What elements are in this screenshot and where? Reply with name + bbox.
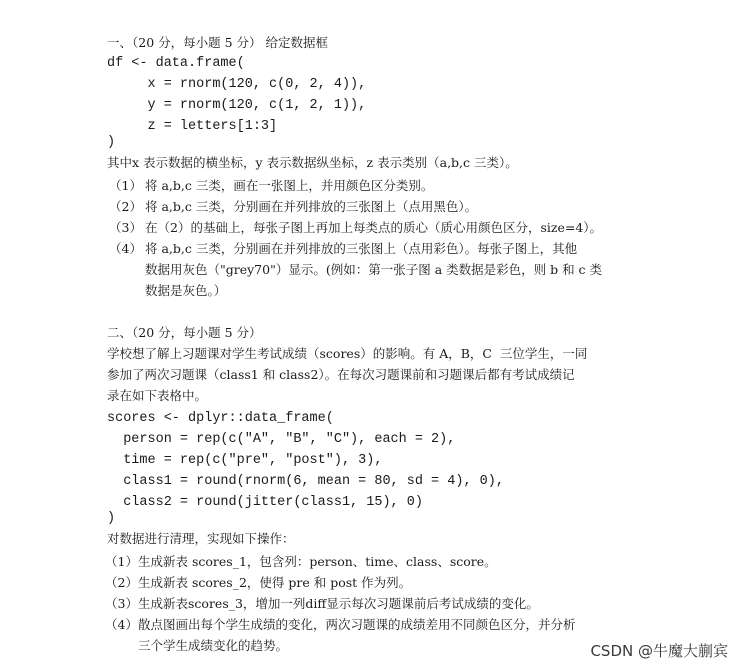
code-line: scores <- dplyr::data_frame( bbox=[107, 411, 334, 426]
question-number: （3） bbox=[105, 596, 138, 611]
question-number: （1） bbox=[105, 554, 138, 569]
question-text-continuation: 三个学生成绩变化的趋势。 bbox=[138, 638, 289, 653]
question-number: （4） bbox=[109, 241, 142, 256]
code-line: df <- data.frame( bbox=[107, 56, 245, 71]
question-text: 散点图画出每个学生成绩的变化，两次习题课的成绩差用不同颜色区分，并分析 bbox=[138, 617, 576, 632]
code-line: ) bbox=[107, 135, 116, 150]
code-line: x = rnorm(120, c(0, 2, 4)), bbox=[107, 77, 367, 92]
section2-intro: 参加了两次习题课（class1 和 class2）。在每次习题课前和习题课后都有考试成绩记 bbox=[107, 367, 575, 382]
question-text: 将 a,b,c 三类，分别画在并列排放的三张图上（点用黑色）。 bbox=[145, 199, 478, 214]
question-text: 生成新表 scores_1，包含列：person、time、class、score。 bbox=[138, 554, 497, 569]
question-text: 生成新表scores_3，增加一列diff显示每次习题课前后考试成绩的变化。 bbox=[138, 596, 539, 611]
code-line: person = rep(c("A", "B", "C"), each = 2), bbox=[107, 432, 456, 447]
section2-heading: 二、（20 分，每小题 5 分） bbox=[107, 325, 262, 340]
question-text: 将 a,b,c 三类，画在一张图上，并用颜色区分类别。 bbox=[145, 178, 434, 193]
section1-heading: 一、（20 分，每小题 5 分） 给定数据框 bbox=[107, 35, 329, 50]
question-text-continuation: 数据用灰色（"grey70"）显示。(例如：第一张子图 a 类数据是彩色，则 b 和 c 类 bbox=[145, 262, 603, 277]
question-number: （4） bbox=[105, 617, 138, 632]
code-line: class2 = round(jitter(class1, 15), 0) bbox=[107, 495, 423, 510]
code-line: class1 = round(rnorm(6, mean = 80, sd = 4), 0), bbox=[107, 474, 504, 489]
section2-intro: 录在如下表格中。 bbox=[107, 388, 208, 403]
question-text: 生成新表 scores_2，使得 pre 和 post 作为列。 bbox=[138, 575, 412, 590]
question-number: （2） bbox=[109, 199, 142, 214]
section2-ops-intro: 对数据进行清理，实现如下操作： bbox=[107, 531, 295, 546]
question-number: （1） bbox=[109, 178, 142, 193]
section1-intro: 其中x 表示数据的横坐标，y 表示数据纵坐标，z 表示类别（a,b,c 三类）。 bbox=[107, 155, 518, 170]
code-line: ) bbox=[107, 511, 116, 526]
question-number: （2） bbox=[105, 575, 138, 590]
question-text: 在（2）的基础上，每张子图上再加上每类点的质心（质心用颜色区分，size=4）。 bbox=[145, 220, 603, 235]
question-text-continuation: 数据是灰色。） bbox=[145, 283, 227, 298]
watermark: CSDN @牛魔大蒯宾 bbox=[590, 642, 728, 660]
code-line: time = rep(c("pre", "post"), 3), bbox=[107, 453, 383, 468]
question-text: 将 a,b,c 三类，分别画在并列排放的三张图上（点用彩色）。每张子图上，其他 bbox=[145, 241, 578, 256]
code-line: y = rnorm(120, c(1, 2, 1)), bbox=[107, 98, 367, 113]
section2-intro: 学校想了解上习题课对学生考试成绩（scores）的影响。有 A，B，C 三位学生，一同 bbox=[107, 346, 588, 361]
question-number: （3） bbox=[109, 220, 142, 235]
code-line: z = letters[1:3] bbox=[107, 119, 278, 134]
